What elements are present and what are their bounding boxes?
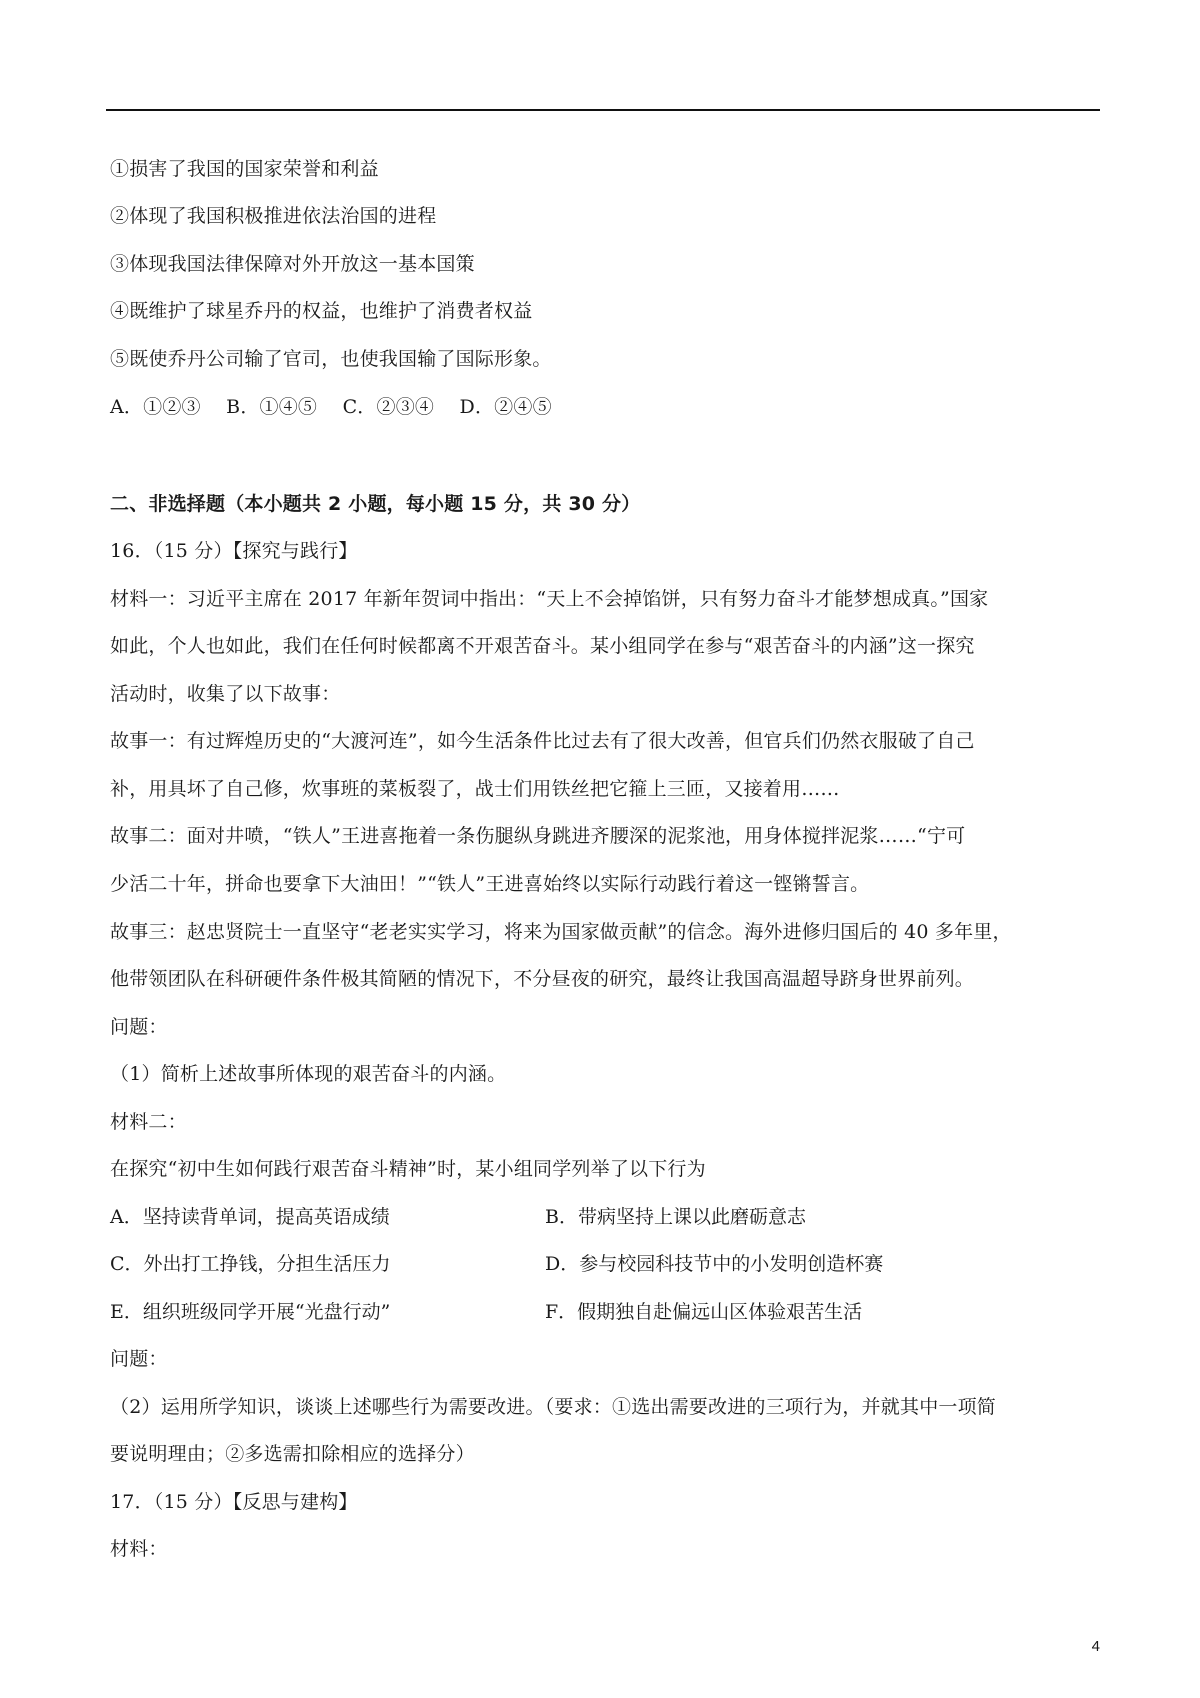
story2-line1: 故事二：面对井喷，“铁人”王进喜拖着一条伤腿纵身跳进齐腰深的泥浆池，用身体搅拌泥浆……“宁可 xyxy=(110,825,966,847)
story1-line1: 故事一：有过辉煌历史的“大渡河连”，如今生活条件比过去有了很大改善，但官兵们仍然衣服破了自己 xyxy=(110,730,975,752)
behavior-f: F．假期独自赴偏远山区体验艰苦生活 xyxy=(545,1301,863,1323)
q16-header: 16．（15 分）【探究与践行】 xyxy=(110,540,358,562)
option-4: ④既维护了球星乔丹的权益，也维护了消费者权益 xyxy=(110,300,533,322)
behavior-d: D．参与校园科技节中的小发明创造杯赛 xyxy=(545,1253,884,1275)
q16-material1-line1: 材料一：习近平主席在 2017 年新年贺词中指出：“天上不会掉馅饼，只有努力奋斗才能梦想成真。”国家 xyxy=(110,588,989,610)
option-5: ⑤既使乔丹公司输了官司，也使我国输了国际形象。 xyxy=(110,348,552,370)
section-title: 二、非选择题（本小题共 2 小题，每小题 15 分，共 30 分） xyxy=(110,493,641,515)
option-3: ③体现我国法律保障对外开放这一基本国策 xyxy=(110,253,475,275)
material2-label: 材料二： xyxy=(110,1111,187,1133)
story3-line2: 他带领团队在科研硬件条件极其简陋的情况下，不分昼夜的研究，最终让我国高温超导跻身世界前列。 xyxy=(110,968,975,990)
behavior-a: A．坚持读背单词，提高英语成绩 xyxy=(110,1206,390,1228)
question-label-1: 问题： xyxy=(110,1016,168,1038)
page-number: 4 xyxy=(1091,1638,1100,1655)
q17-material-label: 材料： xyxy=(110,1538,168,1560)
q17-header: 17．（15 分）【反思与建构】 xyxy=(110,1491,358,1513)
question-2-line2: 要说明理由；②多选需扣除相应的选择分） xyxy=(110,1443,475,1465)
option-2: ②体现了我国积极推进依法治国的进程 xyxy=(110,205,437,227)
behavior-e: E．组织班级同学开展“光盘行动” xyxy=(110,1301,391,1323)
behavior-c: C．外出打工挣钱，分担生活压力 xyxy=(110,1253,391,1275)
question-2-line1: （2）运用所学知识，谈谈上述哪些行为需要改进。（要求：①选出需要改进的三项行为，并就其中一项简 xyxy=(110,1396,996,1418)
question-label-2: 问题： xyxy=(110,1348,168,1370)
q16-material1-line3: 活动时，收集了以下故事： xyxy=(110,683,341,705)
behavior-b: B．带病坚持上课以此磨砺意志 xyxy=(545,1206,806,1228)
material2-intro: 在探究“初中生如何践行艰苦奋斗精神”时，某小组同学列举了以下行为 xyxy=(110,1158,706,1180)
story2-line2: 少活二十年，拼命也要拿下大油田！”“铁人”王进喜始终以实际行动践行着这一铿锵誓言。 xyxy=(110,873,870,895)
story3-line1: 故事三：赵忠贤院士一直坚守“老老实实学习，将来为国家做贡献”的信念。海外进修归国后的 40 多年里， xyxy=(110,921,1012,943)
q16-material1-line2: 如此，个人也如此，我们在任何时候都离不开艰苦奋斗。某小组同学在参与“艰苦奋斗的内涵”这一探究 xyxy=(110,635,975,657)
option-1: ①损害了我国的国家荣誉和利益 xyxy=(110,158,379,180)
header-rule xyxy=(106,109,1100,111)
question-1: （1）简析上述故事所体现的艰苦奋斗的内涵。 xyxy=(110,1063,507,1085)
answer-choices: A．①②③ B．①④⑤ C．②③④ D．②④⑤ xyxy=(110,396,552,418)
story1-line2: 补，用具坏了自己修，炊事班的菜板裂了，战士们用铁丝把它箍上三匝，又接着用…… xyxy=(110,778,840,800)
